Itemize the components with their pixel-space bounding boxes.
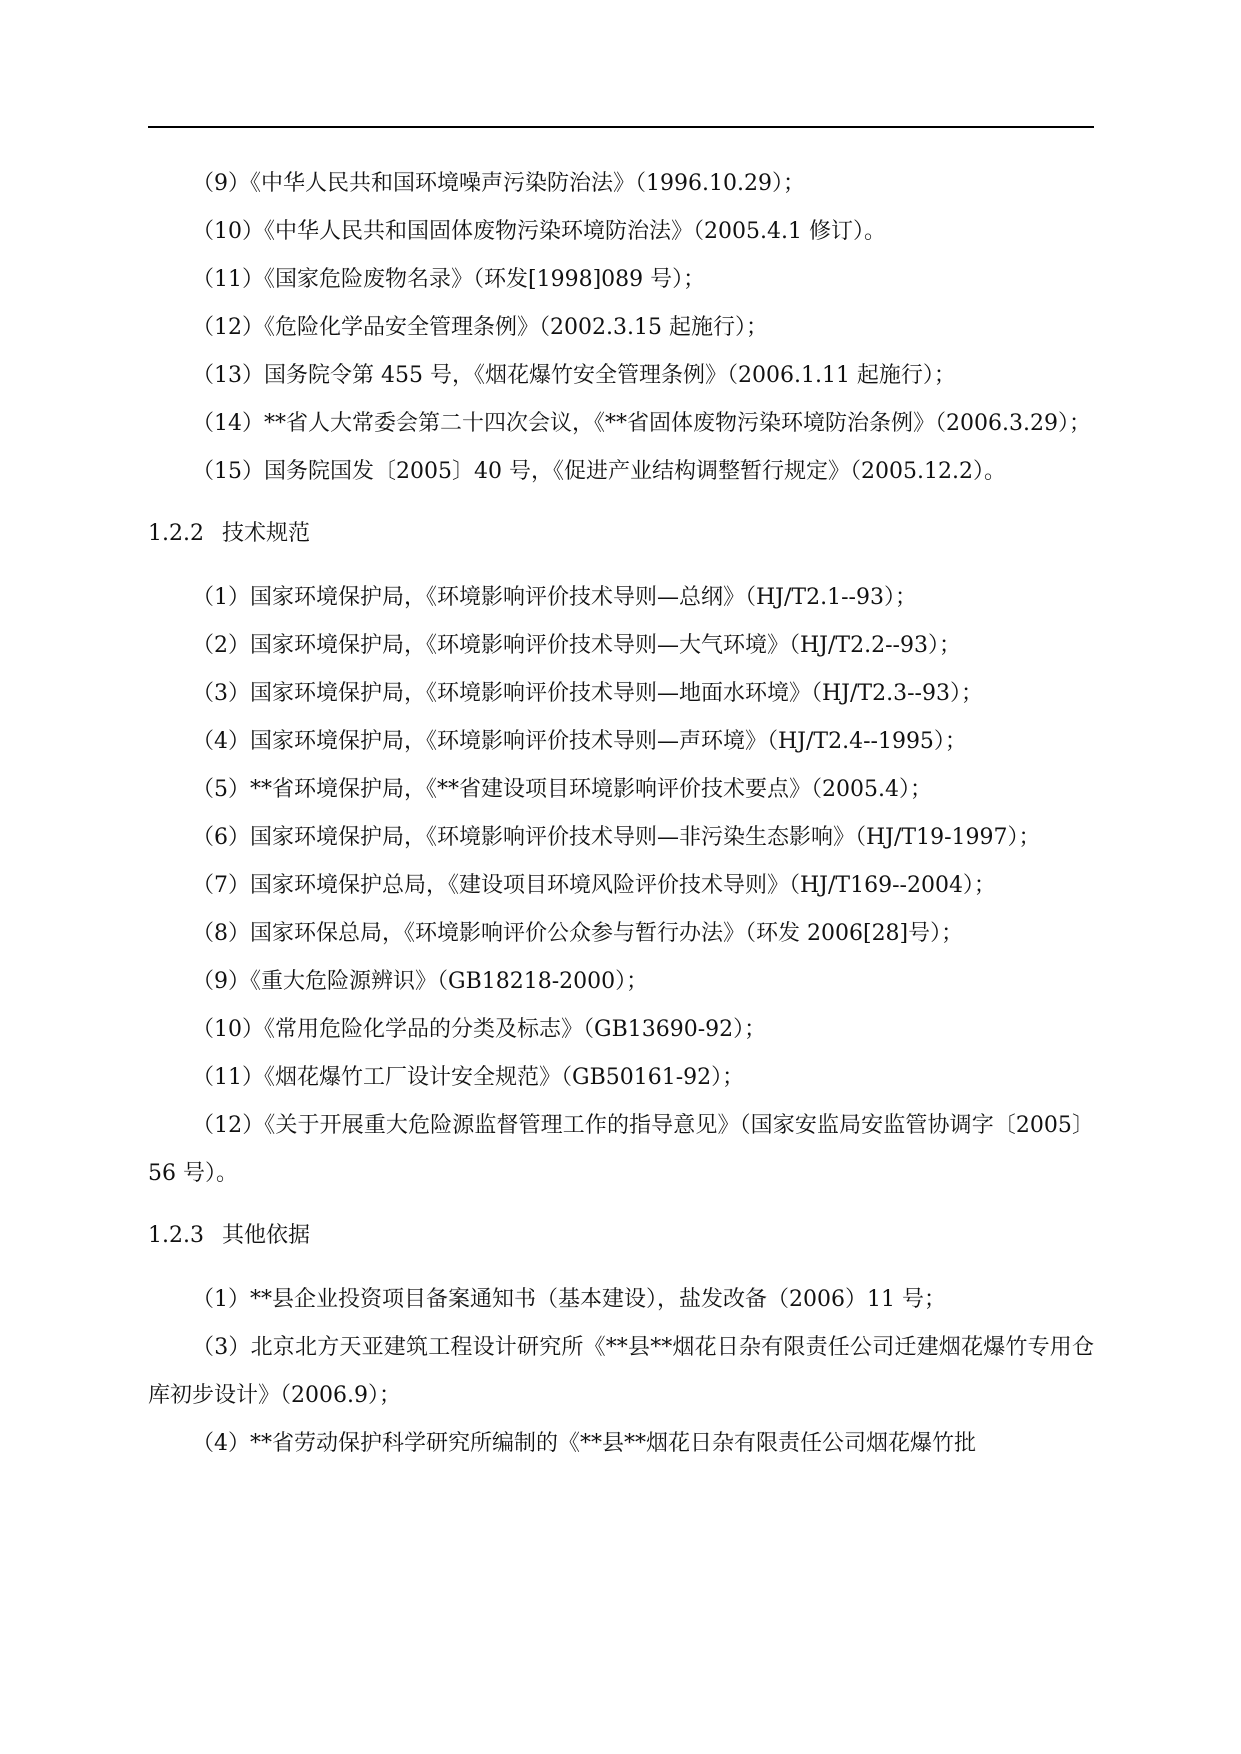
tech-item-7: （7）国家环境保护总局，《建设项目环境风险评价技术导则》（HJ/T169--2004）；	[192, 873, 996, 898]
tech-item-5: （5）**省环境保护局，《**省建设项目环境影响评价技术要点》（2005.4）；	[192, 777, 932, 802]
tech-item-1: （1）国家环境保护局，《环境影响评价技术导则—总纲》（HJ/T2.1--93）；	[192, 585, 917, 610]
other-item-4: （4）**省劳动保护科学研究所编制的《**县**烟花日杂有限责任公司烟花爆竹批	[192, 1431, 976, 1456]
tech-item-6: （6）国家环境保护局，《环境影响评价技术导则—非污染生态影响》（HJ/T19-1997）；	[192, 825, 1041, 850]
tech-item-11: （11）《烟花爆竹工厂设计安全规范》（GB50161-92）；	[192, 1065, 745, 1090]
other-item-3: （3）北京北方天亚建筑工程设计研究所《**县**烟花日杂有限责任公司迁建烟花爆竹专用仓库初步设计》（2006.9）；	[148, 1335, 1094, 1408]
section-heading-tech	[148, 510, 1094, 558]
law-item-9: （9）《中华人民共和国环境噪声污染防治法》（1996.10.29）；	[192, 171, 805, 196]
section-heading-other	[148, 1212, 1094, 1260]
tech-item-2: （2）国家环境保护局，《环境影响评价技术导则—大气环境》（HJ/T2.2--93）；	[192, 633, 961, 658]
tech-item-3: （3）国家环境保护局，《环境影响评价技术导则—地面水环境》（HJ/T2.3--93）；	[192, 681, 983, 706]
tech-item-9: （9）《重大危险源辨识》（GB18218-2000）；	[192, 969, 649, 994]
law-item-11: （11）《国家危险废物名录》（环发[1998]089 号）；	[192, 267, 706, 292]
header-rule	[148, 126, 1094, 128]
section-title: 技术规范	[222, 521, 311, 546]
law-item-13: （13）国务院令第 455 号，《烟花爆竹安全管理条例》（2006.1.11 起施行）；	[192, 363, 956, 388]
law-item-14: （14）**省人大常委会第二十四次会议，《**省固体废物污染环境防治条例》（2006.3.29）；	[192, 411, 1091, 436]
tech-item-8: （8）国家环保总局，《环境影响评价公众参与暂行办法》（环发 2006[28]号）；	[192, 921, 964, 946]
other-item-1: （1）**县企业投资项目备案通知书（基本建设），盐发改备（2006）11 号；	[192, 1287, 946, 1312]
tech-item-4: （4）国家环境保护局，《环境影响评价技术导则—声环境》（HJ/T2.4--1995）；	[192, 729, 967, 754]
section-title: 其他依据	[222, 1223, 311, 1248]
document-body	[148, 160, 1094, 1468]
law-item-15: （15）国务院国发〔2005〕40 号，《促进产业结构调整暂行规定》（2005.12.2）。	[192, 459, 1006, 484]
law-item-12: （12）《危险化学品安全管理条例》（2002.3.15 起施行）；	[192, 315, 768, 340]
law-item-10: （10）《中华人民共和国固体废物污染环境防治法》（2005.4.1 修订）。	[192, 219, 886, 244]
section-number: 1.2.3	[148, 1223, 204, 1248]
section-number: 1.2.2	[148, 521, 204, 546]
tech-item-10: （10）《常用危险化学品的分类及标志》（GB13690-92）；	[192, 1017, 767, 1042]
tech-item-12: （12）《关于开展重大危险源监督管理工作的指导意见》（国家安监局安监管协调字〔2005〕56 号）。	[148, 1113, 1094, 1186]
